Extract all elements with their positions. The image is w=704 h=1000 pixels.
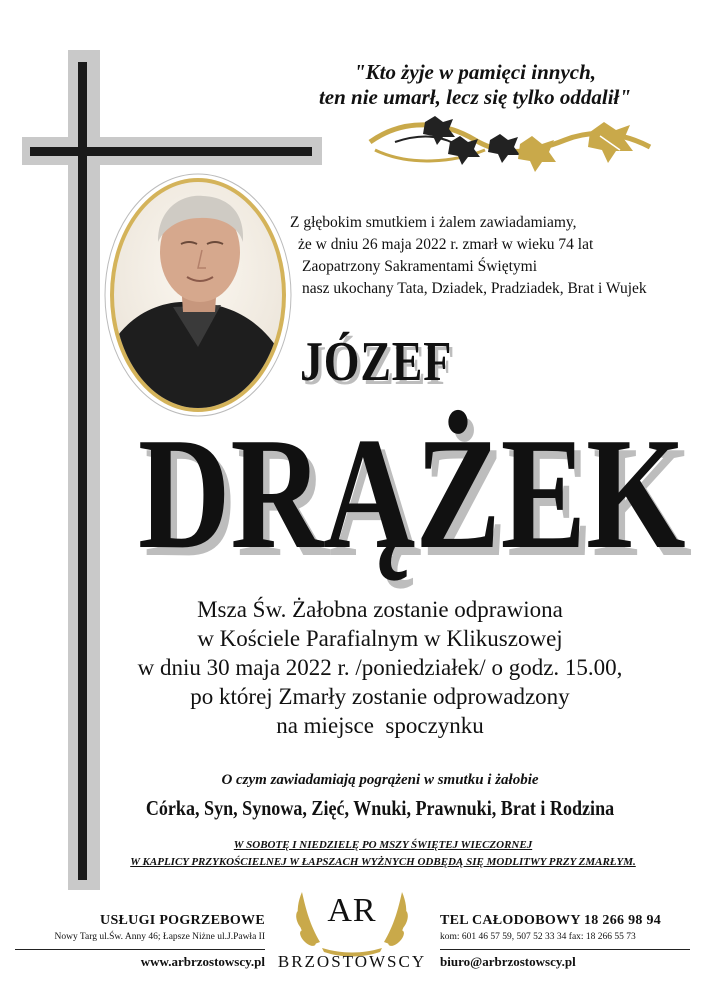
- footer-address: Nowy Targ ul.Św. Anny 46; Łapsze Niżne ul.J.Pawła II: [54, 932, 265, 942]
- footer-website-link[interactable]: www.arbrzostowscy.pl: [140, 954, 265, 969]
- prayer-notice: [98, 837, 668, 871]
- footer-right-divider: [440, 949, 690, 950]
- cross-vertical-bar: [78, 62, 87, 880]
- mass-line-5: na miejsce spoczynku: [276, 713, 484, 738]
- deceased-first-name: JÓZEF: [300, 331, 453, 393]
- mass-line-3: w dniu 30 maja 2022 r. /poniedziałek/ o godz. 15.00,: [137, 655, 623, 680]
- logo-name: BRZOSTOWSCY: [277, 952, 427, 971]
- announcement-line-2: że w dniu 26 maja 2022 r. zmarł w wieku 74 lat: [298, 236, 594, 253]
- grapevine-ornament-icon: [365, 112, 655, 182]
- footer-phone-24h: TEL CAŁODOBOWY 18 266 98 94: [440, 913, 662, 928]
- deceased-surname: DRĄŻEK: [138, 404, 686, 582]
- mass-line-2: w Kościele Parafialnym w Klikuszowej: [197, 626, 563, 651]
- memorial-quote: [270, 60, 680, 110]
- notice-line-1: W SOBOTĘ I NIEDZIELĘ PO MSZY ŚWIĘTEJ WIECZORNEJ: [233, 839, 533, 851]
- footer-phones: kom: 601 46 57 59, 507 52 33 34 fax: 18 266 55 73: [440, 932, 636, 942]
- footer-left-divider: [15, 949, 265, 950]
- quote-line-1: "Kto żyje w pamięci innych,: [353, 60, 597, 84]
- cross-horizontal-bar: [30, 147, 312, 156]
- logo-initials: AR: [327, 892, 377, 929]
- mourners-family: Córka, Syn, Synowa, Zięć, Wnuki, Prawnuki, Brat i Rodzina: [145, 796, 615, 820]
- announcement-line-1: Z głębokim smutkiem i żalem zawiadamiamy,: [290, 214, 577, 231]
- funeral-home-logo: [272, 880, 432, 980]
- mass-line-1: Msza Św. Żałobna zostanie odprawiona: [197, 597, 563, 622]
- mourners-intro: O czym zawiadamiają pogrążeni w smutku i żałobie: [221, 772, 539, 788]
- notice-line-2: W KAPLICY PRZYKOŚCIELNEJ W ŁAPSZACH WYŻNYCH ODBĘDĄ SIĘ MODLITWY PRZY ZMARŁYM.: [130, 856, 636, 868]
- footer-contact: [440, 913, 690, 970]
- portrait-photo: [103, 172, 293, 418]
- announcement-line-4: nasz ukochany Tata, Dziadek, Pradziadek, Brat i Wujek: [302, 280, 647, 297]
- death-announcement: [290, 212, 670, 300]
- footer-left-title: USŁUGI POGRZEBOWE: [100, 913, 265, 928]
- quote-line-2: ten nie umarł, lecz się tylko oddalił": [318, 85, 632, 109]
- footer-funeral-services: [15, 913, 265, 970]
- funeral-mass-info: [100, 595, 660, 740]
- mass-line-4: po której Zmarły zostanie odprowadzony: [190, 684, 570, 709]
- announcement-line-3: Zaopatrzony Sakramentami Świętymi: [302, 258, 538, 275]
- footer-email-link[interactable]: biuro@arbrzostowscy.pl: [440, 954, 576, 969]
